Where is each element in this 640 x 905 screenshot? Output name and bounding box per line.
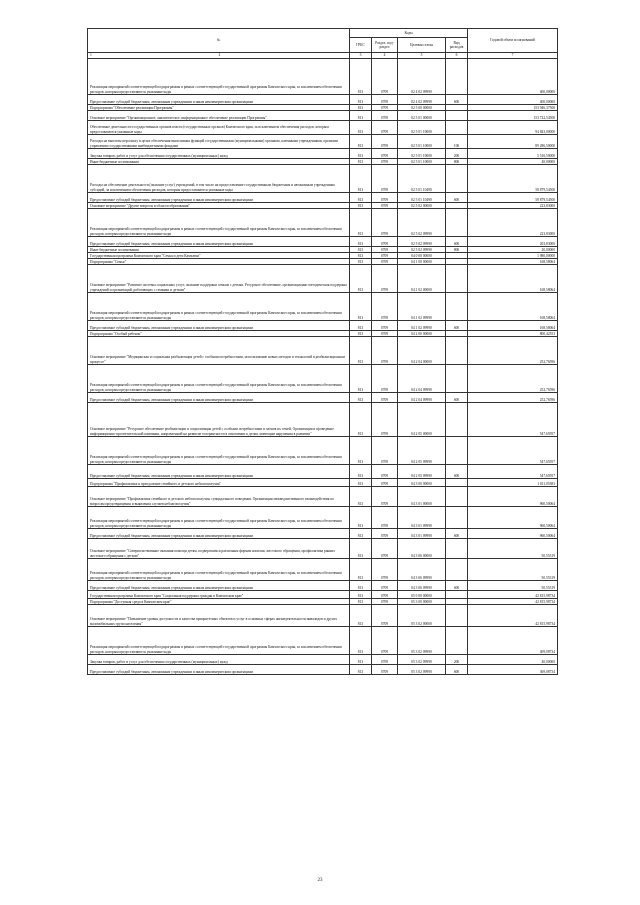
row-target: 04 2 00 00000 <box>398 331 446 337</box>
row-target: 04 2 05 00000 <box>398 403 446 437</box>
row-grbs: 813 <box>350 365 372 393</box>
row-vid: 200 <box>446 149 468 159</box>
row-target: 02 5 01 10000 <box>398 121 446 135</box>
row-vid <box>446 111 468 121</box>
row-target: 05 3 02 09990 <box>398 655 446 665</box>
row-grbs: 813 <box>350 337 372 365</box>
column-number: 4 <box>372 53 398 59</box>
row-amount: 40,00000 <box>468 655 558 665</box>
row-vid: 800 <box>446 159 468 165</box>
row-target: 02 5 01 00000 <box>398 111 446 121</box>
row-grbs: 813 <box>350 247 372 253</box>
row-target: 02 5 01 10490 <box>398 193 446 203</box>
row-name: Подпрограмма "Особый ребенок" <box>88 331 350 337</box>
row-vid: 600 <box>446 665 468 675</box>
row-target: 05 3 02 00000 <box>398 605 446 627</box>
row-grbs: 813 <box>350 331 372 337</box>
row-vid <box>446 591 468 599</box>
row-vid: 800 <box>446 247 468 253</box>
row-vid <box>446 293 468 321</box>
row-grbs: 813 <box>350 529 372 539</box>
row-grbs: 813 <box>350 655 372 665</box>
row-grbs: 813 <box>350 193 372 203</box>
row-vid <box>446 479 468 487</box>
table-row <box>88 121 558 135</box>
row-name: Основное мероприятие "Повышение уровня доступности и качества приоритетных объектов и услуг в основных сферах жизнедеятельности инвалидов и других маломобильных групп населения" <box>88 605 350 627</box>
row-razdel: 0709 <box>372 203 398 209</box>
row-target: 04 3 01 09990 <box>398 507 446 529</box>
table-row <box>88 265 558 293</box>
row-name: Подпрограмма "Профилактика и преодоление семейного и детского неблагополучия" <box>88 479 350 487</box>
row-razdel: 0709 <box>372 529 398 539</box>
row-grbs: 813 <box>350 265 372 293</box>
row-amount: 547,65957 <box>468 437 558 465</box>
row-razdel: 0709 <box>372 627 398 655</box>
table-row <box>88 479 558 487</box>
page-number: 23 <box>317 878 323 883</box>
header-no: № <box>88 29 350 53</box>
row-razdel: 0709 <box>372 403 398 437</box>
row-razdel: 0709 <box>372 465 398 479</box>
row-razdel: 0709 <box>372 393 398 403</box>
row-amount: 40,00000 <box>468 159 558 165</box>
row-razdel: 0709 <box>372 655 398 665</box>
row-name: Закупка товаров, работ и услуг для обеспечения государственных (муниципальных) нужд <box>88 655 350 665</box>
table-row <box>88 539 558 559</box>
row-name: Основное мероприятие "Профилактика семейного и детского неблагополучия, суицидального поведения. Организация межведомственного взаимодействия по вопросам предотвращения и выявления случаев неблагополучия" <box>88 487 350 507</box>
row-amount: 400,00000 <box>468 95 558 105</box>
row-name: Расходы на обеспечение деятельности (оказание услуг) учреждений, в том числе на предоставление государственным бюджетным и автономным учреждениям субсидий, за исключением обеспечения расходов, которым предоставляются указанные коды <box>88 165 350 193</box>
row-vid <box>446 365 468 393</box>
row-target: 02 5 01 10490 <box>398 165 446 193</box>
row-target: 04 1 00 00000 <box>398 259 446 265</box>
row-name: Иные бюджетные ассигнования <box>88 247 350 253</box>
column-number-2: 2 <box>218 53 221 58</box>
table-row <box>88 321 558 331</box>
table-row <box>88 237 558 247</box>
row-razdel: 0709 <box>372 59 398 95</box>
row-grbs: 813 <box>350 479 372 487</box>
row-grbs: 813 <box>350 59 372 95</box>
row-razdel: 0709 <box>372 159 398 165</box>
row-amount: 50,55319 <box>468 559 558 581</box>
row-razdel: 0709 <box>372 149 398 159</box>
row-name: Реализация мероприятий соответствующей подпрограммы в рамках соответствующей государственной программы Камчатского края, за исключением обеспечения расходов, которым предоставляются указанные коды <box>88 437 350 465</box>
row-amount: 960,50064 <box>468 487 558 507</box>
row-grbs: 813 <box>350 627 372 655</box>
row-amount: 800,42553 <box>468 331 558 337</box>
row-name: Основное мероприятие "Совершенствование оказания помощи детям, подвергшимся различным формам насилия, жестокого обращения, профилактика ранних жестокого обращения с детьми" <box>88 539 350 559</box>
row-target: 04 2 05 09990 <box>398 437 446 465</box>
table-row <box>88 487 558 507</box>
row-name: Основное мероприятие "Другие вопросы в области образования" <box>88 203 350 209</box>
row-name: Предоставление субсидий бюджетным, автономным учреждениям и иным некоммерческим организациям <box>88 581 350 591</box>
row-grbs: 813 <box>350 437 372 465</box>
row-target: 04 1 02 00000 <box>398 265 446 293</box>
row-razdel: 0709 <box>372 265 398 293</box>
row-name: Основное мероприятие "Ресурсное обеспечение реабилитации и социализации детей с особыми потребностями и членов их семей. Организация и проведение информационно-просветительской кампании, направленной на развитие толерантности в отношении к детям, имеющим нарушения в развитии" <box>88 403 350 437</box>
row-razdel: 0709 <box>372 259 398 265</box>
row-name: Предоставление субсидий бюджетным, автономным учреждениям и иным некоммерческим организациям <box>88 465 350 479</box>
row-vid <box>446 487 468 507</box>
table-row <box>88 437 558 465</box>
row-grbs: 813 <box>350 259 372 265</box>
row-grbs: 813 <box>350 559 372 581</box>
row-amount: 1 011,05383 <box>468 479 558 487</box>
row-name: Реализация мероприятий соответствующей подпрограммы в рамках соответствующей государственной программы Камчатского края, за исключением обеспечения расходов, которым предоставляются указанные коды <box>88 293 350 321</box>
row-razdel: 0709 <box>372 95 398 105</box>
table-row <box>88 665 558 675</box>
row-grbs: 813 <box>350 253 372 259</box>
column-number: 6 <box>446 53 468 59</box>
table-row <box>88 581 558 591</box>
row-name: Реализация мероприятий соответствующей подпрограммы в рамках соответствующей государственной программы Камчатского края, за исключением обеспечения расходов, которым предоставляются указанные коды <box>88 59 350 95</box>
row-razdel: 0709 <box>372 237 398 247</box>
row-razdel: 0709 <box>372 293 398 321</box>
row-target: 04 1 02 09990 <box>398 321 446 331</box>
row-razdel: 0709 <box>372 559 398 581</box>
table-row <box>88 165 558 193</box>
row-amount: 58 879,54500 <box>468 165 558 193</box>
row-grbs: 813 <box>350 321 372 331</box>
row-razdel: 0709 <box>372 581 398 591</box>
row-vid: 600 <box>446 193 468 203</box>
row-amount: 153 722,54500 <box>468 111 558 121</box>
row-amount: 223,83000 <box>468 209 558 237</box>
row-vid <box>446 337 468 365</box>
table-row <box>88 193 558 203</box>
column-number: 3 <box>350 53 372 59</box>
row-grbs: 813 <box>350 507 372 529</box>
budget-table <box>87 28 558 675</box>
table-row <box>88 59 558 95</box>
table-row <box>88 605 558 627</box>
column-number: 5 <box>398 53 446 59</box>
row-grbs: 813 <box>350 111 372 121</box>
row-name: Основное мероприятие "Организационное, аналитическое, информационное обеспечение реализации Программы" <box>88 111 350 121</box>
table-row <box>88 465 558 479</box>
row-razdel: 0709 <box>372 437 398 465</box>
row-name: Предоставление субсидий бюджетным, автономным учреждениям и иным некоммерческим организациям <box>88 529 350 539</box>
row-grbs: 813 <box>350 165 372 193</box>
row-grbs: 813 <box>350 487 372 507</box>
row-amount: 168,58064 <box>468 259 558 265</box>
row-target: 04 2 04 09990 <box>398 393 446 403</box>
row-vid: 600 <box>446 529 468 539</box>
row-target: 05 3 02 09990 <box>398 627 446 655</box>
row-grbs: 813 <box>350 95 372 105</box>
row-razdel: 0709 <box>372 253 398 259</box>
row-vid: 100 <box>446 135 468 149</box>
row-vid: 600 <box>446 321 468 331</box>
row-amount: 94 843,00000 <box>468 121 558 135</box>
row-target: 04 3 00 00000 <box>398 479 446 487</box>
row-razdel: 0709 <box>372 135 398 149</box>
table-row <box>88 95 558 105</box>
row-razdel: 0709 <box>372 193 398 203</box>
row-amount: 252,76596 <box>468 393 558 403</box>
row-target: 04 3 06 09990 <box>398 581 446 591</box>
row-vid: 600 <box>446 95 468 105</box>
header-razdel: Раздел, под-раздел <box>372 38 398 53</box>
row-name: Предоставление субсидий бюджетным, автономным учреждениям и иным некоммерческим организациям <box>88 321 350 331</box>
row-grbs: 813 <box>350 605 372 627</box>
row-razdel: 0709 <box>372 479 398 487</box>
table-row <box>88 627 558 655</box>
row-razdel: 0709 <box>372 111 398 121</box>
row-razdel: 0709 <box>372 487 398 507</box>
row-target: 02 5 02 09990 <box>398 209 446 237</box>
row-vid: 600 <box>446 237 468 247</box>
row-razdel: 0709 <box>372 539 398 559</box>
row-vid <box>446 507 468 529</box>
row-target: 04 0 00 00000 <box>398 253 446 259</box>
row-amount: 252,76596 <box>468 365 558 393</box>
row-vid <box>446 605 468 627</box>
row-amount: 547,65957 <box>468 465 558 479</box>
header-codes: Коды <box>350 29 468 38</box>
row-grbs: 813 <box>350 203 372 209</box>
table-body <box>88 59 558 675</box>
row-grbs: 813 <box>350 539 372 559</box>
row-amount: 50,55319 <box>468 581 558 591</box>
row-grbs: 813 <box>350 135 372 149</box>
row-name: Предоставление субсидий бюджетным, автономным учреждениям и иным некоммерческим организациям <box>88 665 350 675</box>
row-name: Предоставление субсидий бюджетным, автономным учреждениям и иным некоммерческим организациям <box>88 193 350 203</box>
row-name: Реализация мероприятий соответствующей подпрограммы в рамках соответствующей государственной программы Камчатского края, за исключением обеспечения расходов, которым предоставляются указанные коды <box>88 209 350 237</box>
row-vid: 600 <box>446 393 468 403</box>
row-amount: 153 946,37500 <box>468 105 558 111</box>
row-grbs: 813 <box>350 665 372 675</box>
row-amount: 168,58064 <box>468 321 558 331</box>
row-amount: 547,65957 <box>468 403 558 437</box>
row-grbs: 813 <box>350 105 372 111</box>
row-amount: 50,55319 <box>468 539 558 559</box>
row-name: Реализация мероприятий соответствующей подпрограммы в рамках соответствующей государственной программы Камчатского края, за исключением обеспечения расходов, которым предоставляются указанные коды <box>88 559 350 581</box>
column-number: 7 <box>468 53 558 59</box>
row-target: 02 4 02 09990 <box>398 95 446 105</box>
row-razdel: 0709 <box>372 605 398 627</box>
row-vid <box>446 437 468 465</box>
row-target: 02 5 01 10000 <box>398 159 446 165</box>
row-target: 02 5 02 00000 <box>398 203 446 209</box>
row-vid <box>446 121 468 135</box>
row-name: Реализация мероприятий соответствующей подпрограммы в рамках соответствующей государственной программы Камчатского края, за исключением обеспечения расходов, которым предоставляются указанные коды <box>88 365 350 393</box>
row-vid: 600 <box>446 581 468 591</box>
row-grbs: 813 <box>350 293 372 321</box>
row-razdel: 0709 <box>372 247 398 253</box>
row-amount: 89 286,50000 <box>468 135 558 149</box>
row-razdel: 0709 <box>372 591 398 599</box>
row-target: 02 5 02 09990 <box>398 237 446 247</box>
row-grbs: 813 <box>350 237 372 247</box>
row-amount: 58 879,54500 <box>468 193 558 203</box>
header-vid: Вид расходов <box>446 38 468 53</box>
row-amount: 1 980,00000 <box>468 253 558 259</box>
row-vid <box>446 165 468 193</box>
row-target: 02 5 01 10000 <box>398 135 446 149</box>
row-name: Подпрограмма "Семья" <box>88 259 350 265</box>
row-name: Государственная программа Камчатского края "Социальная поддержка граждан в Камчатском крае" <box>88 591 350 599</box>
row-razdel: 0709 <box>372 331 398 337</box>
row-target: 04 3 06 00000 <box>398 539 446 559</box>
row-razdel: 0709 <box>372 165 398 193</box>
row-amount: 20,00000 <box>468 247 558 253</box>
row-name: Обеспечение деятельности государственных органов власти (государственных органов) Камчатского края, за исключением обеспечения расходов, которым предоставляются указанные коды <box>88 121 350 135</box>
table-row <box>88 209 558 237</box>
row-amount: 960,50064 <box>468 529 558 539</box>
row-amount: 252,76596 <box>468 337 558 365</box>
row-razdel: 0709 <box>372 121 398 135</box>
row-target: 05 3 02 09990 <box>398 665 446 675</box>
row-target: 02 5 00 00000 <box>398 105 446 111</box>
row-target: 05 0 00 00000 <box>398 591 446 599</box>
row-amount: 409,08734 <box>468 627 558 655</box>
row-name: Основное мероприятие "Медицинская и социальная реабилитация детей с особыми потребностями, использование новых методов и технологий в реабилитационном процессе" <box>88 337 350 365</box>
row-amount: 5 516,50000 <box>468 149 558 159</box>
row-vid <box>446 265 468 293</box>
row-name: Предоставление субсидий бюджетным, автономным учреждениям и иным некоммерческим организациям <box>88 95 350 105</box>
table-row <box>88 337 558 365</box>
row-grbs: 813 <box>350 599 372 605</box>
row-name: Подпрограмма "Доступная среда в Камчатском крае" <box>88 599 350 605</box>
row-vid: 600 <box>446 465 468 479</box>
row-name: Предоставление субсидий бюджетным, автономным учреждениям и иным некоммерческим организациям <box>88 393 350 403</box>
header-grbs: ГРБС <box>350 38 372 53</box>
table-row <box>88 111 558 121</box>
row-target: 02 5 01 10000 <box>398 149 446 159</box>
row-target: 04 3 01 00000 <box>398 487 446 507</box>
row-amount: 42 815,98734 <box>468 605 558 627</box>
table-row <box>88 507 558 529</box>
row-name: Закупка товаров, работ и услуг для обеспечения государственных (муниципальных) нужд <box>88 149 350 159</box>
row-amount: 203,83000 <box>468 237 558 247</box>
row-target: 04 3 06 09990 <box>398 559 446 581</box>
row-grbs: 813 <box>350 121 372 135</box>
row-grbs: 813 <box>350 393 372 403</box>
row-target: 04 2 04 09990 <box>398 365 446 393</box>
table-row <box>88 403 558 437</box>
row-grbs: 813 <box>350 403 372 437</box>
row-grbs: 813 <box>350 209 372 237</box>
row-amount: 42 815,98734 <box>468 599 558 605</box>
column-number-1: 1 <box>90 53 92 58</box>
row-grbs: 813 <box>350 591 372 599</box>
row-grbs: 813 <box>350 149 372 159</box>
row-name: Подпрограмма "Обеспечение реализации Программы" <box>88 105 350 111</box>
row-razdel: 0709 <box>372 321 398 331</box>
table-row <box>88 393 558 403</box>
row-vid <box>446 209 468 237</box>
row-name: Иные бюджетные ассигнования <box>88 159 350 165</box>
row-grbs: 813 <box>350 581 372 591</box>
row-razdel: 0709 <box>372 209 398 237</box>
row-grbs: 813 <box>350 159 372 165</box>
table-row <box>88 293 558 321</box>
header-target: Целевая статья <box>398 38 446 53</box>
row-amount: 168,58064 <box>468 293 558 321</box>
row-razdel: 0709 <box>372 599 398 605</box>
row-amount: 960,50064 <box>468 507 558 529</box>
table-row <box>88 529 558 539</box>
row-razdel: 0709 <box>372 365 398 393</box>
row-amount: 369,08734 <box>468 665 558 675</box>
row-target: 02 5 02 09990 <box>398 247 446 253</box>
table-row <box>88 135 558 149</box>
table-row <box>88 559 558 581</box>
row-target: 04 2 04 00000 <box>398 337 446 365</box>
header-amount: Годовой объем ассигнований <box>468 29 558 53</box>
budget-sheet <box>87 28 557 675</box>
row-razdel: 0709 <box>372 337 398 365</box>
row-name: Основное мероприятие "Развитие системы социальных услуг, оказание поддержки семьям с детьми. Ресурсное обеспечение, организационно-методическая поддержка учреждений и организаций, работающих с семьями и детьми" <box>88 265 350 293</box>
row-name: Реализация мероприятий соответствующей подпрограммы в рамках соответствующей государственной программы Камчатского края, за исключением обеспечения расходов, которым предоставляются указанные коды <box>88 507 350 529</box>
table-row <box>88 591 558 599</box>
row-razdel: 0709 <box>372 665 398 675</box>
row-name: Расходы на выплаты персоналу в целях обеспечения выполнения функций государственными (муниципальными) органами, казенными учреждениями, органами управления государственными внебюджетными фондами <box>88 135 350 149</box>
row-name: Реализация мероприятий соответствующей подпрограммы в рамках соответствующей государственной программы Камчатского края, за исключением обеспечения расходов, которым предоставляются указанные коды <box>88 627 350 655</box>
row-vid <box>446 539 468 559</box>
row-vid <box>446 559 468 581</box>
row-amount: 42 815,98734 <box>468 591 558 599</box>
row-amount: 223,83000 <box>468 203 558 209</box>
table-row <box>88 149 558 159</box>
table-row <box>88 365 558 393</box>
row-vid <box>446 627 468 655</box>
row-target: 02 4 02 09990 <box>398 59 446 95</box>
row-target: 04 2 05 09990 <box>398 465 446 479</box>
row-amount: 168,58064 <box>468 265 558 293</box>
row-name: Государственная программа Камчатского края "Семья и дети Камчатки" <box>88 253 350 259</box>
row-target: 05 3 00 00000 <box>398 599 446 605</box>
row-vid <box>446 59 468 95</box>
row-target: 04 1 02 09990 <box>398 293 446 321</box>
row-name: Предоставление субсидий бюджетным, автономным учреждениям и иным некоммерческим организациям <box>88 237 350 247</box>
row-vid: 200 <box>446 655 468 665</box>
row-razdel: 0709 <box>372 105 398 111</box>
row-target: 04 3 01 09990 <box>398 529 446 539</box>
row-razdel: 0709 <box>372 507 398 529</box>
table-row <box>88 655 558 665</box>
row-grbs: 813 <box>350 465 372 479</box>
row-amount: 400,00000 <box>468 59 558 95</box>
row-vid <box>446 403 468 437</box>
